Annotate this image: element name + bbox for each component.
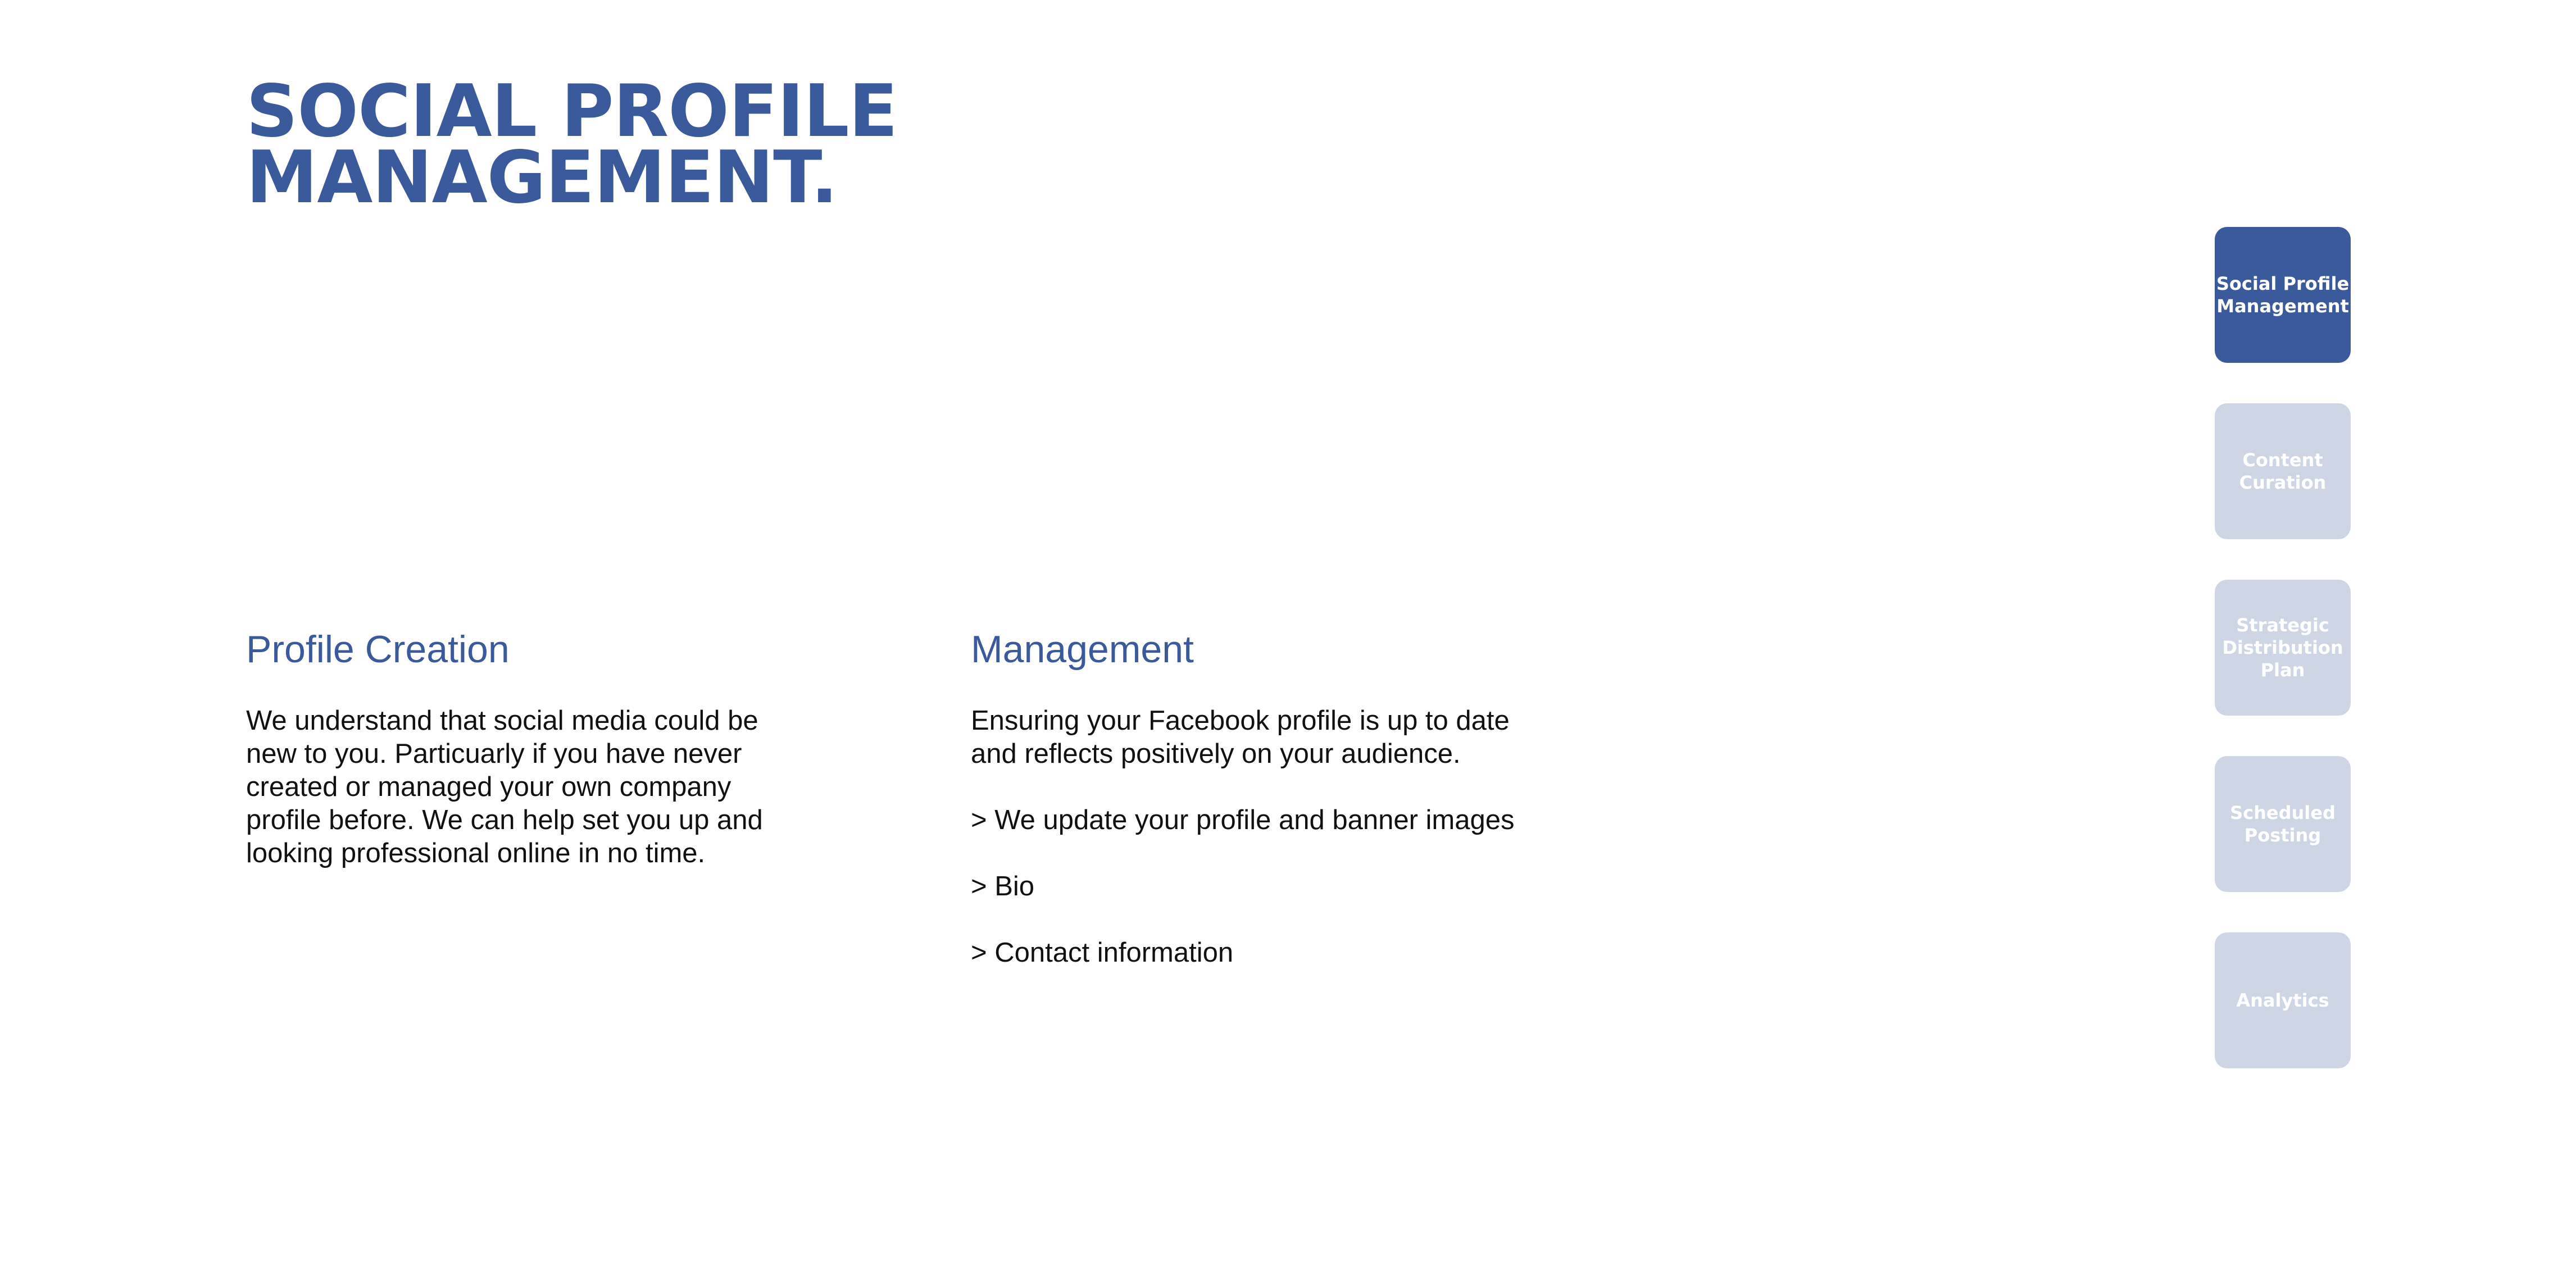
profile-creation-text	[246, 704, 763, 870]
profile-creation-line: profile before. We can help set you up and	[246, 805, 763, 835]
nav-tile-scheduled-posting[interactable]	[2215, 756, 2351, 892]
nav-tile-label	[2216, 272, 2349, 317]
nav-tile-label-line: Curation	[2239, 472, 2327, 493]
spacer	[971, 903, 1514, 936]
profile-creation-section	[246, 623, 763, 870]
page-title-line-2: MANAGEMENT.	[246, 136, 838, 220]
management-heading: Management	[971, 628, 1194, 671]
page-title	[246, 70, 897, 220]
profile-creation-line: created or managed your own company	[246, 772, 732, 802]
profile-creation-line: new to you. Particuarly if you have never	[246, 739, 742, 769]
nav-tile-label-line: Content	[2242, 449, 2323, 471]
management-intro-line: and reflects positively on your audience.	[971, 739, 1461, 769]
nav-tile-label-line: Management	[2216, 295, 2349, 317]
profile-creation-line: looking professional online in no time.	[246, 838, 706, 868]
management-section	[971, 623, 1514, 970]
profile-creation-heading: Profile Creation	[246, 628, 510, 671]
nav-tile-strategic-distribution-plan[interactable]	[2215, 580, 2351, 716]
spacer	[971, 771, 1514, 804]
nav-tile-label-line: Plan	[2260, 659, 2305, 681]
management-bullet: > Bio	[971, 871, 1035, 902]
management-bullet: > We update your profile and banner images	[971, 805, 1515, 835]
nav-tile-label-line: Strategic	[2236, 615, 2329, 636]
nav-tile-label	[2222, 614, 2343, 681]
nav-tile-label-line: Distribution	[2222, 637, 2343, 658]
management-bullet: > Contact information	[971, 937, 1234, 968]
nav-tile-label	[2236, 989, 2329, 1012]
nav-tile-label	[2239, 449, 2327, 494]
service-nav	[2215, 227, 2351, 1068]
management-text	[971, 704, 1514, 970]
nav-tile-label-line: Posting	[2244, 825, 2321, 846]
nav-tile-social-profile-management[interactable]	[2215, 227, 2351, 363]
nav-tile-content-curation[interactable]	[2215, 403, 2351, 539]
nav-tile-label-line: Social Profile	[2216, 273, 2350, 294]
page-title-line-1: SOCIAL PROFILE	[246, 70, 897, 153]
profile-creation-line: We understand that social media could be	[246, 706, 758, 736]
spacer	[971, 837, 1514, 870]
nav-tile-label-line: Scheduled	[2230, 802, 2336, 823]
nav-tile-analytics[interactable]	[2215, 932, 2351, 1068]
nav-tile-label-line: Analytics	[2236, 990, 2329, 1011]
nav-tile-label	[2230, 802, 2336, 846]
management-intro-line: Ensuring your Facebook profile is up to date	[971, 706, 1510, 736]
